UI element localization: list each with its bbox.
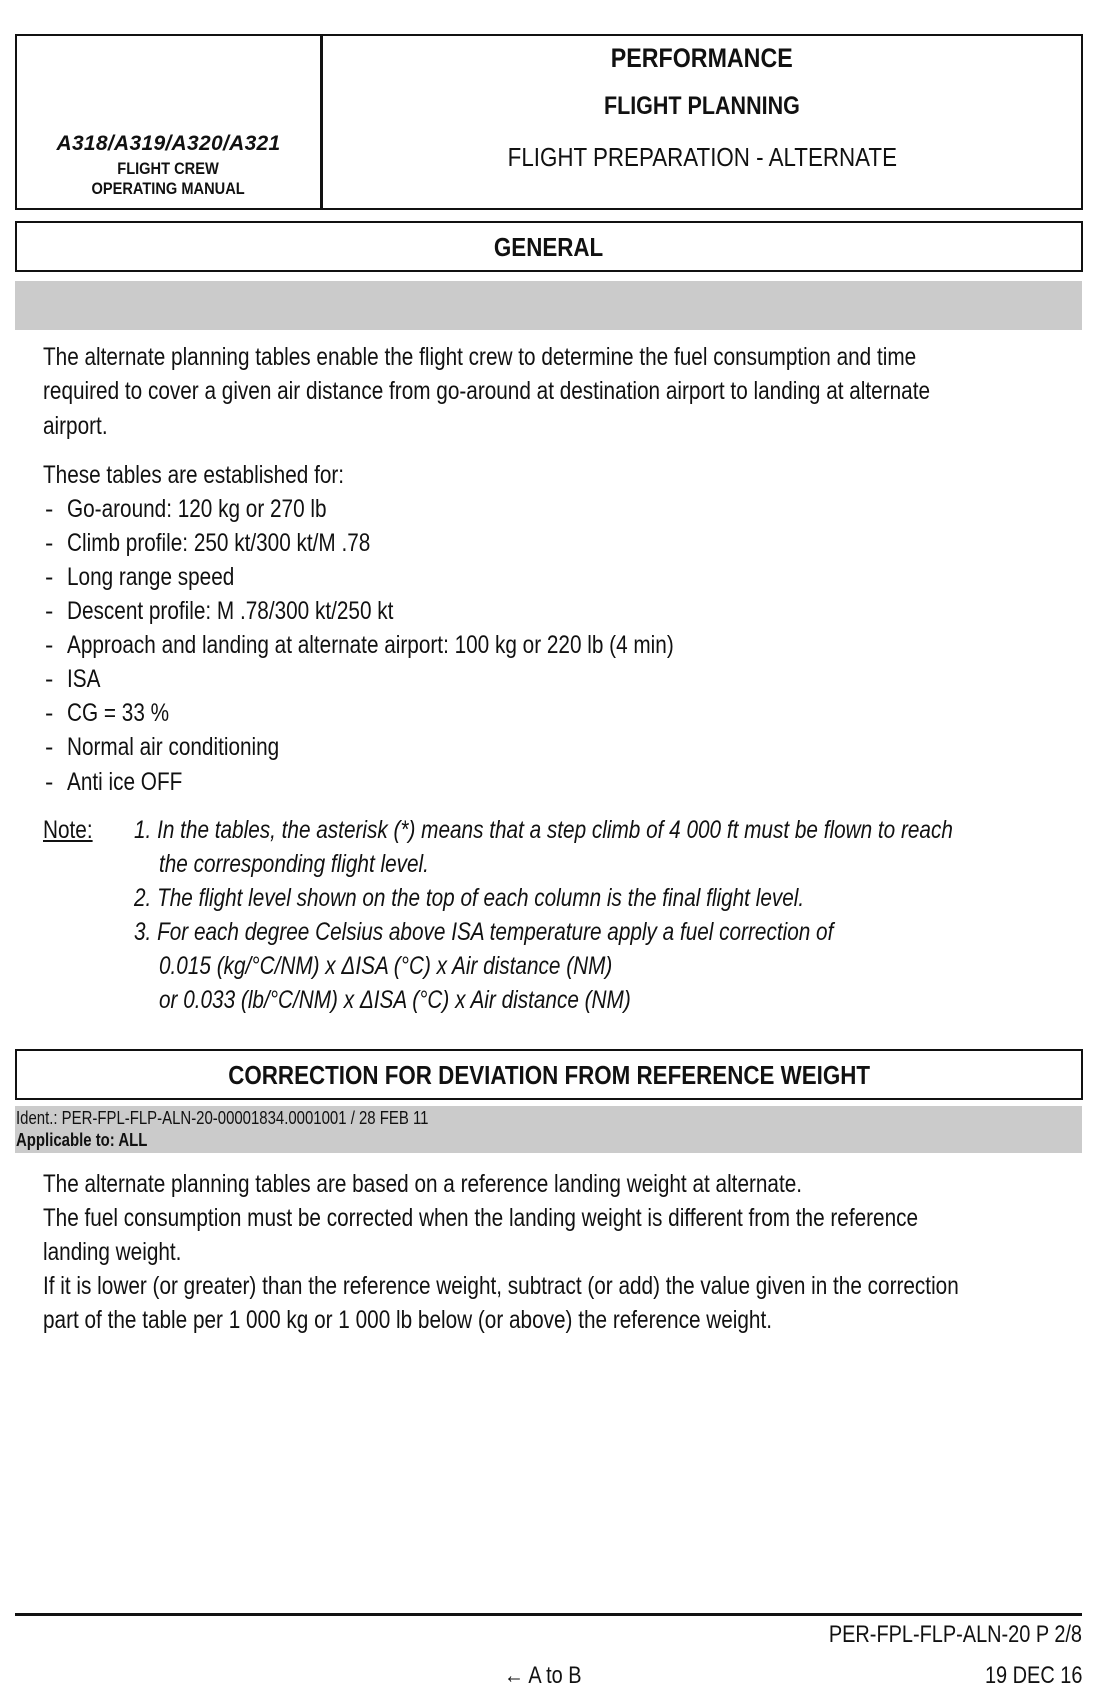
bullet-dash: -	[45, 529, 54, 557]
footer-page-ref	[829, 1623, 1082, 1647]
footer-page-ref-text: PER-FPL-FLP-ALN-20 P 2/8	[828, 1621, 1082, 1648]
applicable-text: Applicable to: ALL	[16, 1130, 148, 1150]
note-line-1: 1. In the tables, the asterisk (*) means that a step climb of 4 000 ft must be flown to reach	[134, 816, 953, 844]
gray-band	[15, 281, 1082, 330]
note-formula-kg: 0.015 (kg/°C/NM) x ΔISA (°C) x Air distance (NM)	[159, 952, 613, 980]
general-title	[15, 234, 1083, 260]
subsection-title	[323, 144, 1081, 170]
correction-line-1: The alternate planning tables are based on a reference landing weight at alternate.	[43, 1170, 803, 1198]
list-item-text: Normal air conditioning	[67, 733, 280, 761]
correction-line-5: part of the table per 1 000 kg or 1 000 lb below (or above) the reference weight.	[43, 1306, 773, 1334]
manual-title-line1	[17, 160, 320, 177]
bullet-dash: -	[45, 597, 54, 625]
intro-line-2: required to cover a given air distance from go-around at destination airport to landing at alternate	[43, 377, 931, 405]
note-line-1-cont: the corresponding flight level.	[159, 850, 429, 878]
list-intro: These tables are established for:	[43, 461, 345, 489]
manual-title-line2	[17, 180, 320, 197]
aircraft-models	[17, 133, 320, 154]
list-item-text: Climb profile: 250 kt/300 kt/M .78	[67, 529, 371, 557]
bullet-dash: -	[45, 768, 54, 796]
footer-applicability-text: A to B	[528, 1662, 582, 1689]
manual-title-line2-text: OPERATING MANUAL	[91, 179, 246, 198]
list-item-text: ISA	[67, 665, 101, 693]
intro-line-1: The alternate planning tables enable the flight crew to determine the fuel consumption and time	[43, 343, 917, 371]
manual-title-line1-text: FLIGHT CREW	[117, 159, 220, 178]
general-title-text: GENERAL	[494, 232, 604, 262]
section-title	[323, 94, 1081, 119]
bullet-dash: -	[45, 733, 54, 761]
list-item-text: Descent profile: M .78/300 kt/250 kt	[67, 597, 394, 625]
bullet-dash: -	[45, 563, 54, 591]
intro-line-3: airport.	[43, 412, 108, 440]
footer-rule	[15, 1613, 1082, 1616]
subsection-title-text: FLIGHT PREPARATION - ALTERNATE	[507, 142, 897, 172]
aircraft-models-text: A318/A319/A320/A321	[56, 132, 281, 155]
bullet-dash: -	[45, 665, 54, 693]
correction-title	[15, 1062, 1083, 1088]
chapter-title	[323, 45, 1081, 72]
note-line-3: 3. For each degree Celsius above ISA temperature apply a fuel correction of	[134, 918, 834, 946]
section-title-text: FLIGHT PLANNING	[604, 92, 800, 120]
chapter-title-text: PERFORMANCE	[611, 43, 793, 73]
list-item-text: CG = 33 %	[67, 699, 170, 727]
note-formula-lb: or 0.033 (lb/°C/NM) x ΔISA (°C) x Air distance (NM)	[159, 986, 631, 1014]
bullet-dash: -	[45, 495, 54, 523]
correction-title-text: CORRECTION FOR DEVIATION FROM REFERENCE WEIGHT	[228, 1060, 870, 1090]
list-item-text: Approach and landing at alternate airport: 100 kg or 220 lb (4 min)	[67, 631, 674, 659]
correction-line-4: If it is lower (or greater) than the reference weight, subtract (or add) the value given in the correction	[43, 1272, 959, 1300]
footer-date	[985, 1664, 1082, 1688]
list-item-text: Long range speed	[67, 563, 235, 591]
bullet-dash: -	[45, 631, 54, 659]
correction-line-3: landing weight.	[43, 1238, 182, 1266]
correction-line-2: The fuel consumption must be corrected when the landing weight is different from the reference	[43, 1204, 919, 1232]
list-item-text: Go-around: 120 kg or 270 lb	[67, 495, 327, 523]
ident-text: Ident.: PER-FPL-FLP-ALN-20-00001834.0001001 / 28 FEB 11	[16, 1108, 429, 1128]
list-item-text: Anti ice OFF	[67, 768, 183, 796]
footer-date-text: 19 DEC 16	[984, 1662, 1082, 1689]
footer-applicability	[504, 1664, 582, 1688]
note-label: Note:	[43, 816, 93, 844]
left-arrow-icon: ←	[504, 1662, 524, 1689]
bullet-dash: -	[45, 699, 54, 727]
note-line-2: 2. The flight level shown on the top of each column is the final flight level.	[134, 884, 805, 912]
